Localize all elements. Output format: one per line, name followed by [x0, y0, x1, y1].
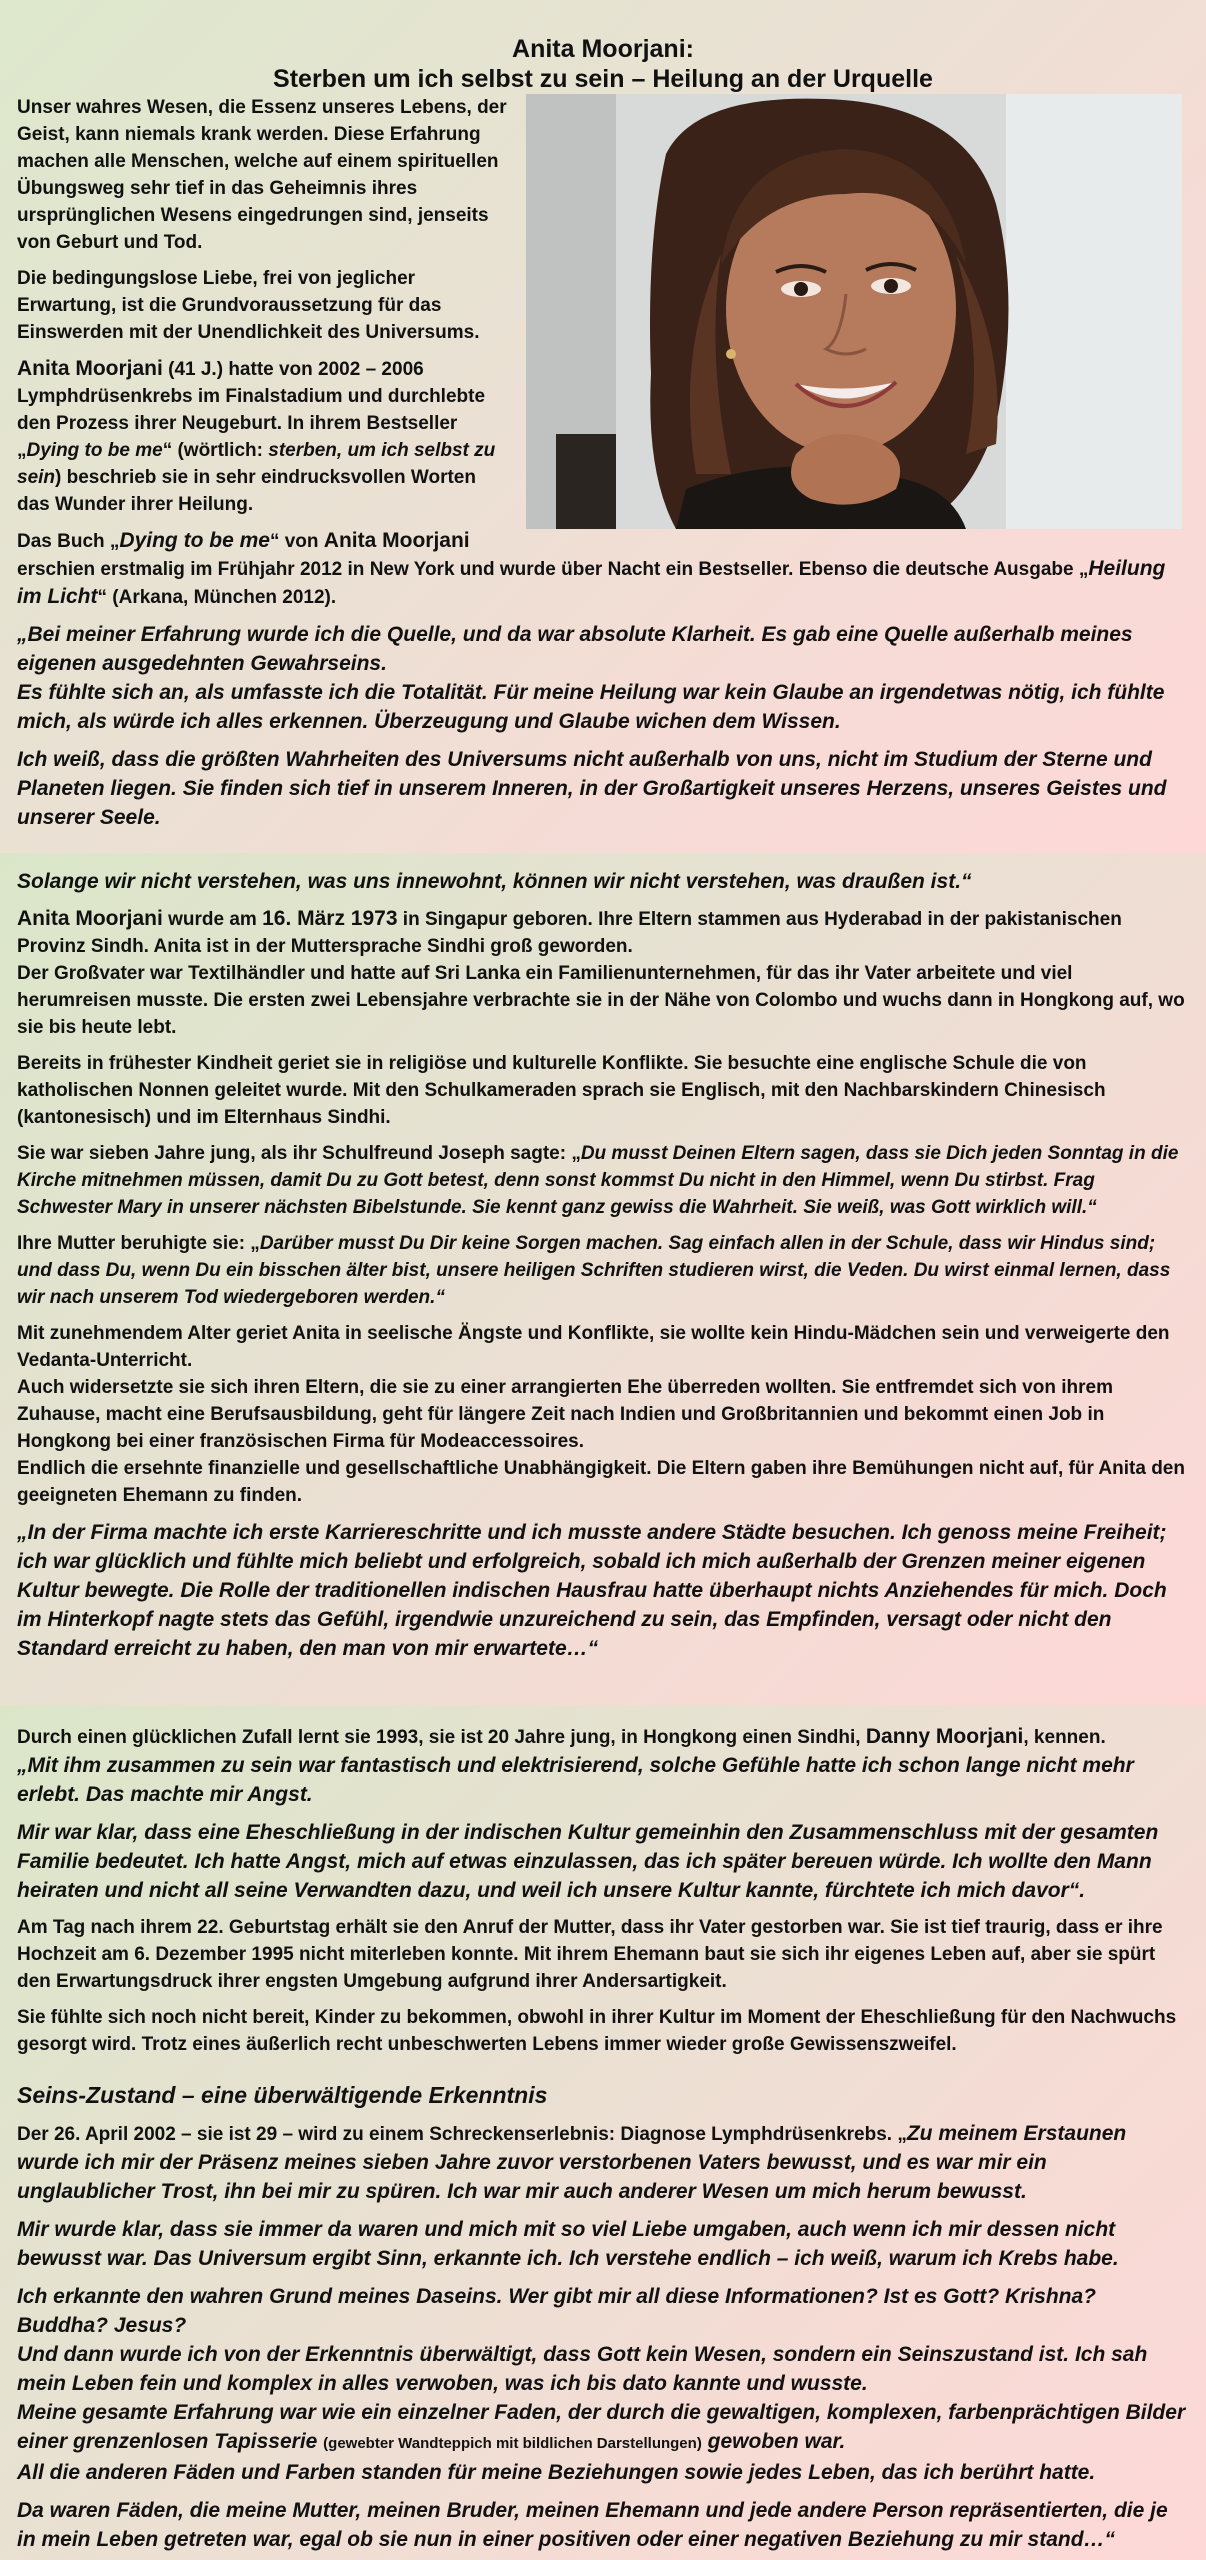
intro-paragraph-2: Die bedingungslose Liebe, frei von jeglicher Erwartung, ist die Grundvoraussetzung für das Einswerden mit der Unendlichkeit des Universums. [17, 268, 480, 343]
quote-7: Ich erkannte den wahren Grund meines Daseins. Wer gibt mir all diese Informationen? Ist es Gott? Krishna? Buddha? Jesus? Und dann wurde ich von der Erkenntnis überwältigt, dass Gott kein Wesen, sondern ein Seinszustand ist. Ich sah mein Leben fein und komplex in alles verwoben, was ich bis dato kannte und wusste. Meine gesamte Erfahrung war wie ein einzelner Faden, der durch die gewaltigen, komplexen, farbenprächtigen Bilder einer grenzenlosen Tapisserie (gewebter Wandteppich mit bildlichen Darstellungen) gewoben war. All die anderen Fäden und Farben standen für meine Beziehungen sowie jedes Leben, das ich berührt hatte. [17, 2285, 1186, 2484]
bio-paragraph-1: Anita Moorjani wurde am 16. März 1973 in Singapur geboren. Ihre Eltern stammen aus Hyderabad in der pakistanischen Provinz Sindh. Anita ist in der Muttersprache Sindhi groß geworden. Der Großvater war Textilhändler und hatte auf Sri Lanka ein Familienunternehmen, für das ihr Vater arbeitete und viel herumreisen musste. Die ersten zwei Lebensjahre verbrachte sie in der Nähe von Colombo und wuchs dann in Hongkong auf, wo sie bis heute lebt. [17, 907, 1185, 1038]
story-paragraph-2: Am Tag nach ihrem 22. Geburtstag erhält sie den Anruf der Mutter, dass ihr Vater gestorben war. Sie ist tief traurig, dass er ihre Hochzeit am 6. Dezember 1995 nicht miterleben konnte. Mit ihrem Ehemann baut sie sich ihr eigenes Leben auf, aber sie spürt den Erwartungsdruck ihrer engsten Umgebung aufgrund ihrer Andersartigkeit. [17, 1917, 1163, 1992]
intro-paragraph-4: Das Buch „Dying to be me“ von Anita Moorjani erschien erstmalig im Frühjahr 2012 in New York und wurde über Nacht ein Bestseller. Ebenso die deutsche Ausgabe „Heilung im Licht“ (Arkana, München 2012). [17, 529, 1166, 608]
quote-2: Ich weiß, dass die größten Wahrheiten des Universums nicht außerhalb von uns, nicht im Studium der Sterne und Planeten liegen. Sie finden sich tief in unserem Inneren, in der Großartigkeit unseres Herzens, unseres Geistes und unserer Seele. [17, 748, 1167, 829]
bio-paragraph-3: Sie war sieben Jahre jung, als ihr Schulfreund Joseph sagte: „Du musst Deinen Eltern sagen, dass sie Dich jeden Sonntag in die Kirche mitnehmen müssen, damit Du zu Gott betest, denn sonst kommst Du nicht in den Himmel, wenn Du stirbst. Frag Schwester Mary in unserer nächsten Bibelstunde. Sie kennt ganz gewiss die Wahrheit. Sie weiß, was Gott wirklich will.“ [17, 1143, 1179, 1218]
biography-section [0, 853, 1206, 1705]
intro-paragraph-3: Anita Moorjani (41 J.) hatte von 2002 – 2006 Lymphdrüsenkrebs im Finalstadium und durchlebte den Prozess ihrer Neugeburt. In ihrem Bestseller „Dying to be me“ (wörtlich: sterben, um ich selbst zu sein) beschrieb sie in sehr eindrucksvollen Worten das Wunder ihrer Heilung. [17, 357, 496, 515]
intro-section [0, 0, 1206, 853]
title-line-1: Anita Moorjani: [512, 35, 694, 63]
quote-3: Solange wir nicht verstehen, was uns innewohnt, können wir nicht verstehen, was draußen ist.“ [17, 870, 972, 893]
realization-section [0, 1705, 1206, 2560]
quote-8: Da waren Fäden, die meine Mutter, meinen Bruder, meinen Ehemann und jede andere Person repräsentierten, die je in mein Leben getreten war, egal ob sie nun in einer positiven oder einer negativen Beziehung zu mir stand…“ [17, 2499, 1168, 2551]
story-paragraph-4: Der 26. April 2002 – sie ist 29 – wird zu einem Schreckenserlebnis: Diagnose Lymphdrüsenkrebs. „Zu meinem Erstaunen wurde ich mir der Präsenz meines sieben Jahre zuvor verstorbenen Vaters bewusst, und es war mir ein unglaublicher Trost, ihn bei mir zu spüren. Ich war mir auch anderer Wesen um mich herum bewusst. [17, 2122, 1127, 2203]
portrait-photo [526, 94, 1182, 529]
book-title: Dying to be me [26, 440, 163, 461]
bio-paragraph-5: Mit zunehmendem Alter geriet Anita in seelische Ängste und Konflikte, sie wollte kein Hindu-Mädchen sein und verweigerte den Vedanta-Unterricht. Auch widersetzte sie sich ihren Eltern, die sie zu einer arrangierten Ehe überreden wollten. Sie entfremdet sich von ihrem Zuhause, macht eine Berufsausbildung, geht für längere Zeit nach Indien und Großbritannien und bekommt einen Job in Hongkong bei einer französischen Firma für Modeaccessoires. Endlich die ersehnte finanzielle und gesellschaftliche Unabhängigkeit. Die Eltern gaben ihre Bemühungen nicht auf, für Anita den geeigneten Ehemann zu finden. [17, 1323, 1185, 1506]
intro-paragraph-1: Unser wahres Wesen, die Essenz unseres Lebens, der Geist, kann niemals krank werden. Diese Erfahrung machen alle Menschen, welche auf einem spirituellen Übungsweg sehr tief in das Geheimnis ihres ursprünglichen Wesens eingedrungen sind, jenseits von Geburt und Tod. [17, 97, 507, 253]
portrait-illustration [526, 94, 1182, 529]
quote-4: „In der Firma machte ich erste Karriereschritte und ich musste andere Städte besuchen. Ich genoss meine Freiheit; ich war glücklich und fühlte mich beliebt und erfolgreich, sobald ich mich außerhalb der Grenzen meiner eigenen Kultur bewegte. Die Rolle der traditionellen indischen Hausfrau hatte überhaupt nichts Anziehendes für mich. Doch im Hinterkopf nagte stets das Gefühl, irgendwie unzureichend zu sein, das Empfinden, versagt oder nicht den Standard erreicht zu haben, den man von mir erwartete…“ [17, 1521, 1167, 1660]
section-heading: Seins-Zustand – eine überwältigende Erkenntnis [17, 2082, 548, 2108]
bio-paragraph-2: Bereits in frühester Kindheit geriet sie in religiöse und kulturelle Konflikte. Sie besuchte eine englische Schule die von katholischen Nonnen geleitet wurde. Mit den Schulkameraden sprach sie Englisch, mit den Nachbarskindern Chinesisch (kantonesisch) und im Elternhaus Sindhi. [17, 1053, 1106, 1128]
story-paragraph-1: Durch einen glücklichen Zufall lernt sie 1993, sie ist 20 Jahre jung, in Hongkong einen Sindhi, Danny Moorjani, kennen. „Mit ihm zusammen zu sein war fantastisch und elektrisierend, solche Gefühle hatte ich schon lange nicht mehr erlebt. Das machte mir Angst. [17, 1725, 1134, 1806]
title-line-2: Sterben um ich selbst zu sein – Heilung an der Urquelle [273, 65, 933, 93]
author-name: Anita Moorjani [17, 357, 163, 380]
story-paragraph-3: Sie fühlte sich noch nicht bereit, Kinder zu bekommen, obwohl in ihrer Kultur im Moment der Eheschließung für den Nachwuchs gesorgt wird. Trotz eines äußerlich recht unbeschwerten Lebens immer wieder große Gewissenszweifel. [17, 2007, 1177, 2055]
quote-1: „Bei meiner Erfahrung wurde ich die Quelle, und da war absolute Klarheit. Es gab eine Quelle außerhalb meines eigenen ausgedehnten Gewahrseins. Es fühlte sich an, als umfasste ich die Totalität. Für meine Heilung war kein Glaube an irgendetwas nötig, ich fühlte mich, als würde ich alles erkennen. Überzeugung und Glaube wichen dem Wissen. [17, 623, 1165, 733]
bio-paragraph-4: Ihre Mutter beruhigte sie: „Darüber musst Du Dir keine Sorgen machen. Sag einfach allen in der Schule, dass wir Hindus sind; und dass Du, wenn Du ein bisschen älter bist, unsere heiligen Schriften studieren wirst, die Veden. Du wirst einmal lernen, dass wir nach unserem Tod wiedergeboren werden.“ [17, 1233, 1171, 1308]
quote-5: Mir war klar, dass eine Eheschließung in der indischen Kultur gemeinhin den Zusammenschluss mit der gesamten Familie bedeutet. Ich hatte Angst, mich auf etwas einzulassen, das ich später bereuen würde. Ich wollte den Mann heiraten und nicht all seine Verwandten dazu, und weil ich unsere Kultur kannte, fürchtete ich mich davor“. [17, 1821, 1159, 1902]
page-title [17, 0, 1189, 94]
quote-6: Mir wurde klar, dass sie immer da waren und mich mit so viel Liebe umgaben, auch wenn ich mir dessen nicht bewusst war. Das Universum ergibt Sinn, erkannte ich. Ich verstehe endlich – ich weiß, warum ich Krebs habe. [17, 2218, 1119, 2270]
